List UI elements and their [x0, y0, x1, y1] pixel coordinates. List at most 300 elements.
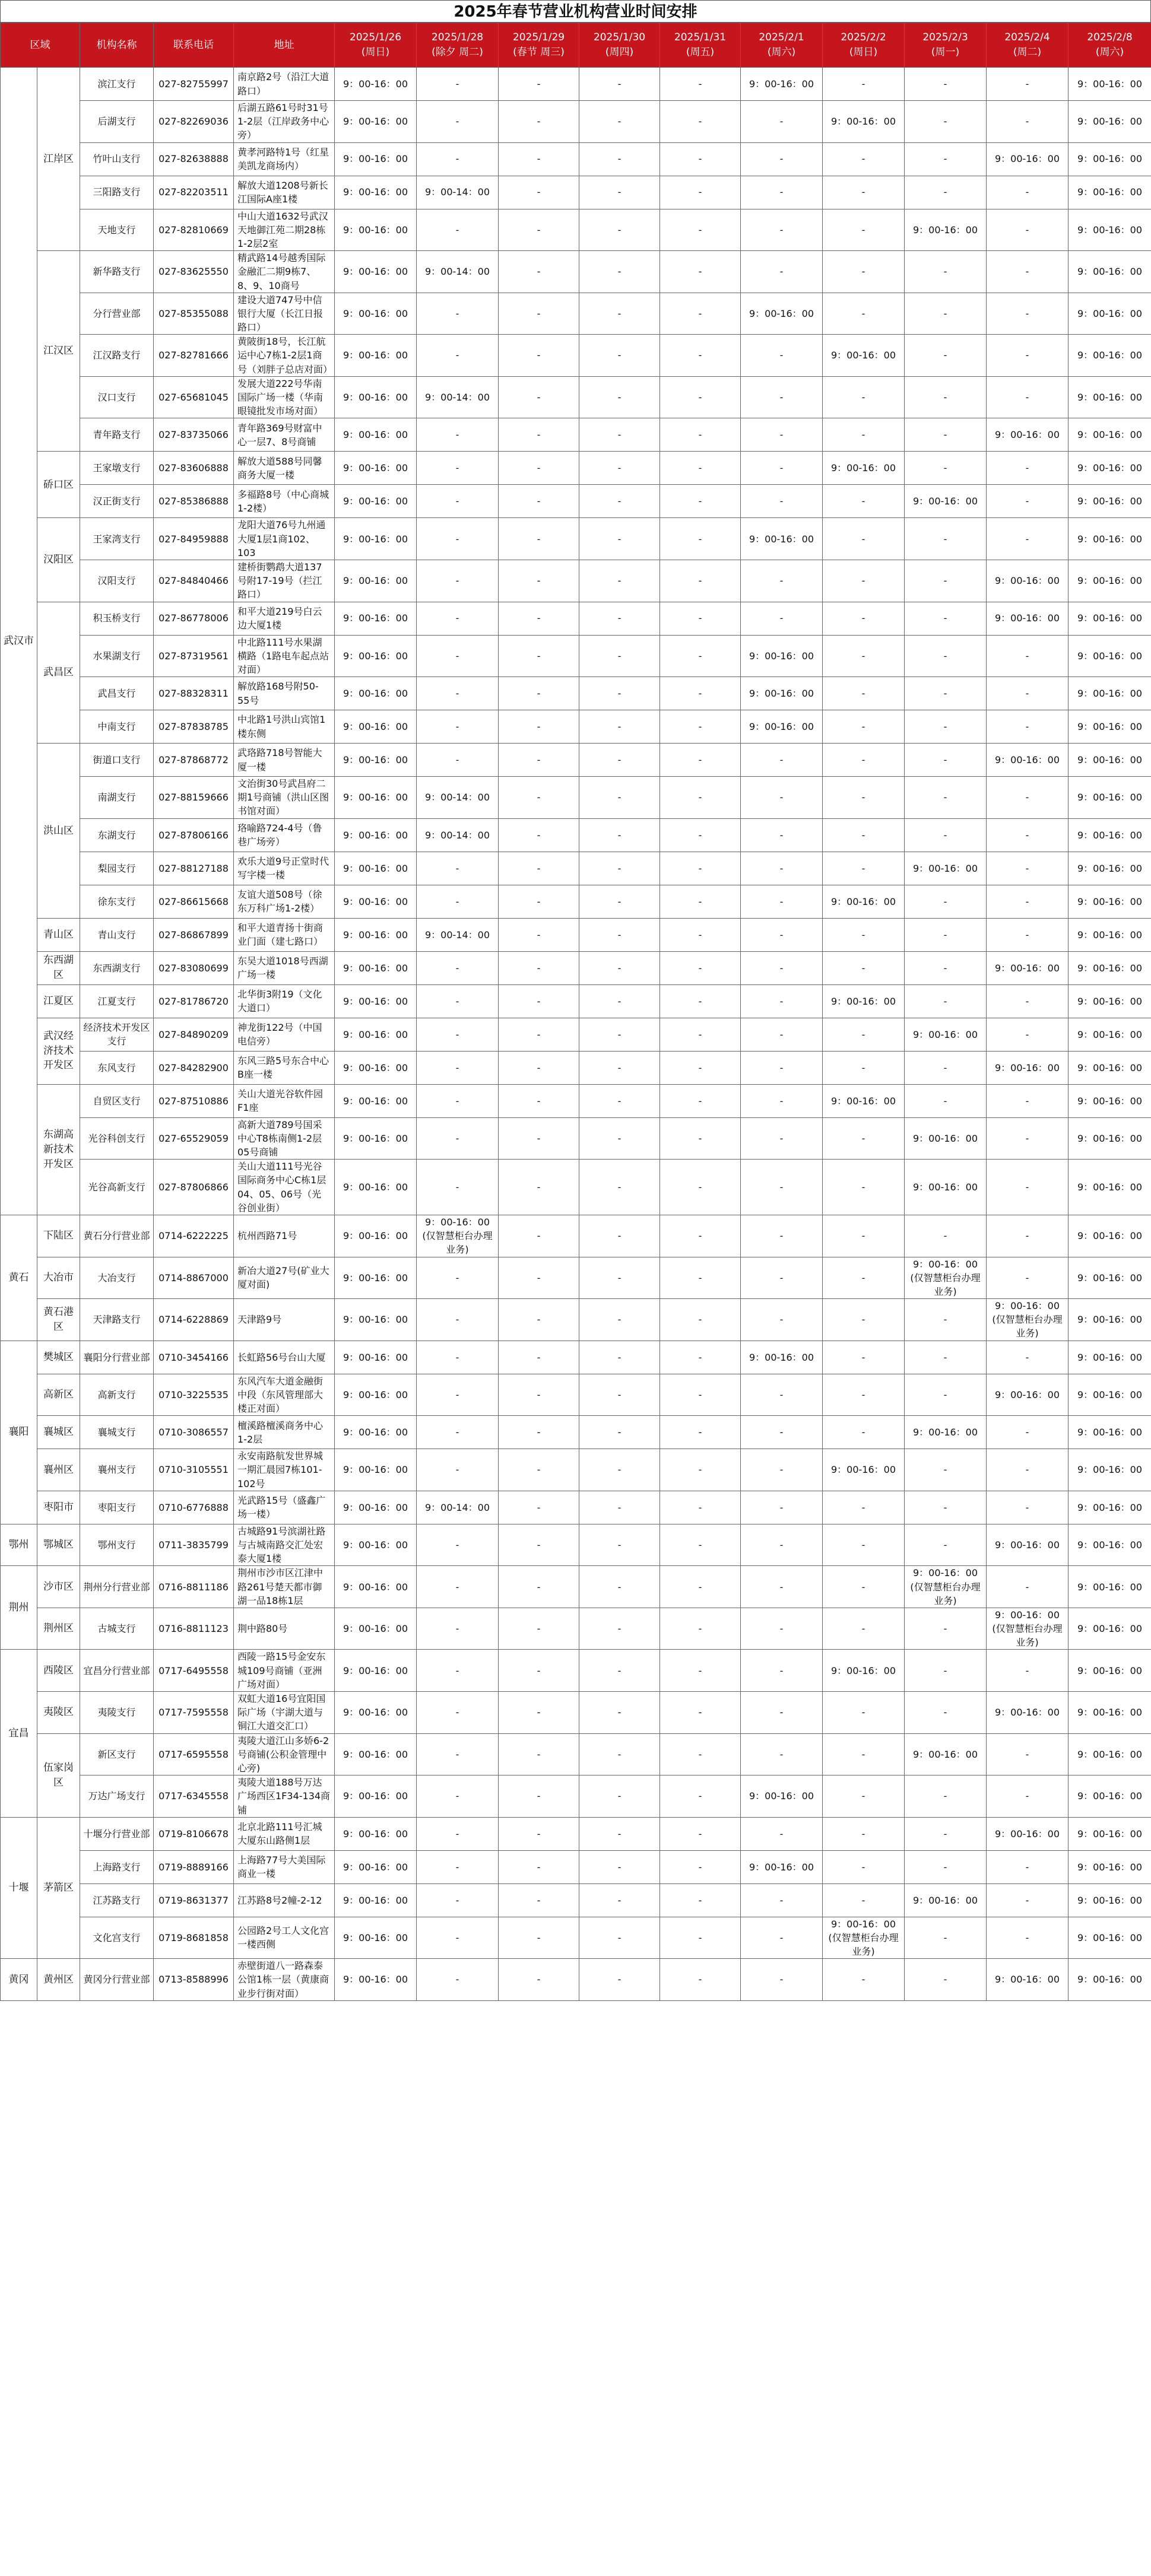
hours-cell-7: - [905, 452, 987, 485]
hours-cell-5: - [741, 176, 823, 209]
hours-cell-6: - [823, 209, 905, 251]
hours-cell-6: - [823, 1566, 905, 1608]
hours-cell-9: 9：00-16：00 [1068, 1084, 1151, 1117]
hours-cell-1: - [417, 1374, 499, 1416]
table-row [1, 951, 1151, 984]
hours-cell-6: - [823, 1416, 905, 1449]
hours-cell-8: 9：00-16：00 [987, 1692, 1068, 1734]
hours-cell-5: - [741, 485, 823, 518]
hours-cell-5: - [741, 1566, 823, 1608]
hours-cell-8: - [987, 1566, 1068, 1608]
hours-cell-0: 9：00-16：00 [335, 1959, 417, 2001]
phone-cell: 0716-8811123 [154, 1608, 234, 1650]
branch-name-cell: 文化宫支行 [80, 1917, 154, 1959]
hours-cell-2: - [499, 852, 579, 885]
hours-cell-9: 9：00-16：00 [1068, 1692, 1151, 1734]
hours-cell-6: 9：00-16：00 [823, 1449, 905, 1491]
address-cell: 新冶大道27号(矿业大厦对面) [234, 1257, 335, 1299]
hours-cell-7: - [905, 1692, 987, 1734]
hours-cell-0: 9：00-16：00 [335, 852, 417, 885]
hours-cell-9: 9：00-16：00 [1068, 335, 1151, 377]
hours-cell-0: 9：00-16：00 [335, 951, 417, 984]
branch-name-cell: 积玉桥支行 [80, 602, 154, 635]
hours-cell-4: - [660, 1160, 741, 1215]
hours-cell-4: - [660, 1733, 741, 1775]
hours-cell-9: 9：00-16：00 [1068, 1817, 1151, 1850]
hours-cell-4: - [660, 485, 741, 518]
header-date-2: 2025/1/29 (春节 周三) [499, 23, 579, 68]
district-cell: 江夏区 [37, 984, 80, 1018]
hours-cell-6: - [823, 710, 905, 744]
address-cell: 公园路2号工人文化宫一楼西侧 [234, 1917, 335, 1959]
hours-cell-7: - [905, 885, 987, 918]
hours-cell-5: - [741, 142, 823, 176]
hours-cell-2: - [499, 984, 579, 1018]
hours-cell-9: 9：00-16：00 [1068, 1215, 1151, 1257]
hours-cell-6: - [823, 918, 905, 951]
table-row [1, 1341, 1151, 1374]
hours-cell-1: 9：00-14：00 [417, 818, 499, 852]
hours-cell-8: - [987, 376, 1068, 418]
hours-cell-8: - [987, 1883, 1068, 1917]
hours-cell-7: - [905, 1650, 987, 1692]
phone-cell: 027-87510886 [154, 1084, 234, 1117]
hours-cell-0: 9：00-16：00 [335, 1608, 417, 1650]
branch-name-cell: 万达广场支行 [80, 1775, 154, 1818]
hours-cell-1: - [417, 1160, 499, 1215]
hours-cell-0: 9：00-16：00 [335, 1692, 417, 1734]
branch-name-cell: 王家墩支行 [80, 452, 154, 485]
hours-cell-3: - [579, 852, 660, 885]
address-cell: 和平大道青扬十街商业门面（建七路口） [234, 918, 335, 951]
hours-cell-6: - [823, 1257, 905, 1299]
hours-cell-0: 9：00-16：00 [335, 293, 417, 335]
hours-cell-0: 9：00-16：00 [335, 209, 417, 251]
hours-cell-4: - [660, 777, 741, 819]
hours-cell-3: - [579, 1084, 660, 1117]
hours-cell-6: 9：00-16：00 [823, 885, 905, 918]
phone-cell: 027-84840466 [154, 560, 234, 602]
hours-cell-4: - [660, 710, 741, 744]
hours-cell-2: - [499, 1692, 579, 1734]
hours-cell-3: - [579, 1491, 660, 1524]
hours-cell-7: - [905, 1817, 987, 1850]
hours-cell-2: - [499, 1817, 579, 1850]
phone-cell: 027-86867899 [154, 918, 234, 951]
hours-cell-4: - [660, 951, 741, 984]
hours-cell-5: - [741, 1084, 823, 1117]
hours-cell-0: 9：00-16：00 [335, 744, 417, 777]
district-cell: 襄州区 [37, 1449, 80, 1491]
hours-cell-5: - [741, 1117, 823, 1160]
hours-cell-7: - [905, 602, 987, 635]
hours-cell-9: 9：00-16：00 [1068, 1733, 1151, 1775]
hours-cell-4: - [660, 452, 741, 485]
hours-cell-2: - [499, 744, 579, 777]
address-cell: 解放大道1208号新长江国际A座1楼 [234, 176, 335, 209]
hours-cell-1: - [417, 1650, 499, 1692]
hours-cell-7: - [905, 376, 987, 418]
hours-cell-3: - [579, 1917, 660, 1959]
branch-name-cell: 天津路支行 [80, 1299, 154, 1341]
hours-cell-3: - [579, 1051, 660, 1084]
hours-cell-4: - [660, 518, 741, 560]
address-cell: 北京北路111号汇城大厦东山路侧1层 [234, 1817, 335, 1850]
hours-cell-8: - [987, 293, 1068, 335]
branch-name-cell: 襄城支行 [80, 1416, 154, 1449]
hours-cell-3: - [579, 1215, 660, 1257]
hours-cell-4: - [660, 1650, 741, 1692]
hours-cell-3: - [579, 744, 660, 777]
hours-cell-9: 9：00-16：00 [1068, 1416, 1151, 1449]
hours-cell-1: 9：00-14：00 [417, 918, 499, 951]
hours-cell-4: - [660, 1257, 741, 1299]
address-cell: 后湖五路61号时31号1-2层（江岸政务中心旁） [234, 101, 335, 143]
hours-cell-7: - [905, 818, 987, 852]
hours-cell-8: - [987, 1733, 1068, 1775]
hours-cell-2: - [499, 1491, 579, 1524]
hours-cell-8: - [987, 1341, 1068, 1374]
hours-cell-7: - [905, 293, 987, 335]
hours-cell-3: - [579, 1374, 660, 1416]
address-cell: 建桥街鹦鹉大道137号附17-19号（拦江路口） [234, 560, 335, 602]
branch-name-cell: 江汉路支行 [80, 335, 154, 377]
header-date-7: 2025/2/3 (周一) [905, 23, 987, 68]
hours-cell-2: - [499, 1416, 579, 1449]
phone-cell: 027-82638888 [154, 142, 234, 176]
hours-cell-5: - [741, 251, 823, 293]
hours-cell-1: 9：00-14：00 [417, 176, 499, 209]
hours-cell-9: 9：00-16：00 [1068, 1018, 1151, 1051]
hours-cell-5: - [741, 1917, 823, 1959]
branch-name-cell: 大冶支行 [80, 1257, 154, 1299]
hours-cell-9: 9：00-16：00 [1068, 1883, 1151, 1917]
hours-cell-3: - [579, 1117, 660, 1160]
hours-cell-2: - [499, 452, 579, 485]
city-cell: 鄂州 [1, 1524, 37, 1566]
branch-name-cell: 王家湾支行 [80, 518, 154, 560]
hours-cell-6: - [823, 1775, 905, 1818]
hours-cell-2: - [499, 142, 579, 176]
branch-name-cell: 汉口支行 [80, 376, 154, 418]
phone-cell: 027-85355088 [154, 293, 234, 335]
page-title: 2025年春节营业机构营业时间安排 [0, 0, 1151, 23]
hours-cell-1: 9：00-14：00 [417, 376, 499, 418]
hours-cell-2: - [499, 710, 579, 744]
table-row [1, 485, 1151, 518]
address-cell: 中山大道1632号武汉天地御江苑二期28栋1-2层2室 [234, 209, 335, 251]
hours-cell-0: 9：00-16：00 [335, 1775, 417, 1818]
hours-cell-7: - [905, 560, 987, 602]
hours-cell-3: - [579, 293, 660, 335]
hours-cell-3: - [579, 335, 660, 377]
hours-cell-5: - [741, 1299, 823, 1341]
hours-cell-6: - [823, 518, 905, 560]
address-cell: 黄孝河路特1号（红星美凯龙商场内） [234, 142, 335, 176]
table-header [1, 23, 1151, 68]
hours-cell-1: - [417, 635, 499, 677]
hours-cell-9: 9：00-16：00 [1068, 1449, 1151, 1491]
hours-cell-6: - [823, 1524, 905, 1566]
hours-cell-0: 9：00-16：00 [335, 1341, 417, 1374]
address-cell: 荆州市沙市区江津中路261号楚天都市御湖一品18栋1层 [234, 1566, 335, 1608]
phone-cell: 0710-6776888 [154, 1491, 234, 1524]
hours-cell-4: - [660, 1018, 741, 1051]
hours-cell-4: - [660, 1775, 741, 1818]
hours-cell-5: - [741, 1215, 823, 1257]
table-row [1, 1374, 1151, 1416]
hours-cell-4: - [660, 376, 741, 418]
hours-cell-2: - [499, 1524, 579, 1566]
hours-cell-1: - [417, 1416, 499, 1449]
branch-name-cell: 光谷科创支行 [80, 1117, 154, 1160]
phone-cell: 0717-6595558 [154, 1733, 234, 1775]
hours-cell-8: 9：00-16：00 [987, 951, 1068, 984]
hours-cell-6: - [823, 176, 905, 209]
table-row [1, 1084, 1151, 1117]
branch-name-cell: 宜昌分行营业部 [80, 1650, 154, 1692]
hours-cell-9: 9：00-16：00 [1068, 142, 1151, 176]
hours-cell-8: 9：00-16：00 [987, 560, 1068, 602]
hours-cell-8: 9：00-16：00 [987, 1959, 1068, 2001]
hours-cell-9: 9：00-16：00 [1068, 1959, 1151, 2001]
branch-name-cell: 上海路支行 [80, 1850, 154, 1883]
hours-cell-3: - [579, 984, 660, 1018]
hours-cell-9: 9：00-16：00 [1068, 1374, 1151, 1416]
hours-cell-1: - [417, 1733, 499, 1775]
hours-cell-3: - [579, 1650, 660, 1692]
phone-cell: 027-87806866 [154, 1160, 234, 1215]
hours-cell-2: - [499, 1084, 579, 1117]
hours-cell-5: - [741, 885, 823, 918]
hours-cell-8: 9：00-16：00 [987, 142, 1068, 176]
hours-cell-9: 9：00-16：00 [1068, 744, 1151, 777]
hours-cell-5: 9：00-16：00 [741, 635, 823, 677]
district-cell: 茅箭区 [37, 1817, 80, 1959]
hours-cell-2: - [499, 1650, 579, 1692]
hours-cell-3: - [579, 1817, 660, 1850]
hours-cell-5: - [741, 452, 823, 485]
phone-cell: 027-65529059 [154, 1117, 234, 1160]
hours-cell-3: - [579, 1692, 660, 1734]
hours-cell-6: - [823, 485, 905, 518]
address-cell: 青年路369号财富中心一层7、8号商铺 [234, 418, 335, 452]
hours-cell-7: - [905, 918, 987, 951]
district-cell: 荆州区 [37, 1608, 80, 1650]
hours-cell-0: 9：00-16：00 [335, 142, 417, 176]
hours-cell-0: 9：00-16：00 [335, 602, 417, 635]
hours-cell-6: - [823, 1051, 905, 1084]
hours-cell-0: 9：00-16：00 [335, 101, 417, 143]
hours-cell-6: - [823, 777, 905, 819]
phone-cell: 027-86615668 [154, 885, 234, 918]
hours-cell-2: - [499, 677, 579, 710]
hours-cell-7: - [905, 635, 987, 677]
table-row [1, 1850, 1151, 1883]
hours-cell-0: 9：00-16：00 [335, 710, 417, 744]
phone-cell: 027-82810669 [154, 209, 234, 251]
hours-cell-7: - [905, 984, 987, 1018]
hours-cell-0: 9：00-16：00 [335, 1917, 417, 1959]
hours-cell-6: - [823, 635, 905, 677]
hours-cell-0: 9：00-16：00 [335, 418, 417, 452]
hours-cell-8: - [987, 1491, 1068, 1524]
hours-cell-5: - [741, 1374, 823, 1416]
district-cell: 沙市区 [37, 1566, 80, 1608]
hours-cell-6: - [823, 852, 905, 885]
address-cell: 永安南路航发世界城一期汇晨园7栋101-102号 [234, 1449, 335, 1491]
table-row [1, 677, 1151, 710]
schedule-table [0, 23, 1151, 2001]
table-row [1, 1051, 1151, 1084]
hours-cell-4: - [660, 1299, 741, 1341]
hours-cell-9: 9：00-16：00 [1068, 101, 1151, 143]
hours-cell-2: - [499, 951, 579, 984]
hours-cell-7: - [905, 1051, 987, 1084]
hours-cell-7: - [905, 1850, 987, 1883]
branch-name-cell: 枣阳支行 [80, 1491, 154, 1524]
hours-cell-5: - [741, 376, 823, 418]
hours-cell-9: 9：00-16：00 [1068, 1257, 1151, 1299]
hours-cell-2: - [499, 1959, 579, 2001]
hours-cell-5: - [741, 335, 823, 377]
phone-cell: 027-82755997 [154, 68, 234, 101]
hours-cell-3: - [579, 1775, 660, 1818]
table-row [1, 1416, 1151, 1449]
hours-cell-2: - [499, 635, 579, 677]
city-cell: 武汉市 [1, 68, 37, 1215]
hours-cell-2: - [499, 777, 579, 819]
branch-name-cell: 夷陵支行 [80, 1692, 154, 1734]
phone-cell: 0716-8811186 [154, 1566, 234, 1608]
hours-cell-8: - [987, 101, 1068, 143]
table-row [1, 376, 1151, 418]
table-row [1, 335, 1151, 377]
table-row [1, 1959, 1151, 2001]
hours-cell-1: - [417, 1449, 499, 1491]
branch-name-cell: 新区支行 [80, 1733, 154, 1775]
hours-cell-2: - [499, 1341, 579, 1374]
hours-cell-1: - [417, 293, 499, 335]
city-cell: 十堰 [1, 1817, 37, 1959]
hours-cell-6: - [823, 1959, 905, 2001]
hours-cell-0: 9：00-16：00 [335, 518, 417, 560]
hours-cell-2: - [499, 918, 579, 951]
hours-cell-3: - [579, 1257, 660, 1299]
hours-cell-7: - [905, 1449, 987, 1491]
hours-cell-4: - [660, 418, 741, 452]
hours-cell-1: - [417, 852, 499, 885]
hours-cell-7: 9：00-16：00 (仅智慧柜台办理业务) [905, 1566, 987, 1608]
city-cell: 宜昌 [1, 1650, 37, 1817]
hours-cell-4: - [660, 885, 741, 918]
hours-cell-6: 9：00-16：00 [823, 1084, 905, 1117]
hours-cell-0: 9：00-16：00 [335, 984, 417, 1018]
hours-cell-7: 9：00-16：00 [905, 1883, 987, 1917]
hours-cell-3: - [579, 951, 660, 984]
hours-cell-6: - [823, 1491, 905, 1524]
hours-cell-1: 9：00-14：00 [417, 1491, 499, 1524]
hours-cell-1: - [417, 602, 499, 635]
hours-cell-1: - [417, 335, 499, 377]
hours-cell-1: - [417, 1257, 499, 1299]
hours-cell-6: - [823, 1883, 905, 1917]
hours-cell-6: - [823, 1692, 905, 1734]
hours-cell-8: - [987, 485, 1068, 518]
hours-cell-0: 9：00-16：00 [335, 1160, 417, 1215]
branch-name-cell: 黄冈分行营业部 [80, 1959, 154, 2001]
hours-cell-9: 9：00-16：00 [1068, 1491, 1151, 1524]
hours-cell-6: - [823, 1817, 905, 1850]
hours-cell-9: 9：00-16：00 [1068, 68, 1151, 101]
table-row [1, 1299, 1151, 1341]
hours-cell-9: 9：00-16：00 [1068, 518, 1151, 560]
hours-cell-7: - [905, 418, 987, 452]
hours-cell-6: - [823, 677, 905, 710]
hours-cell-0: 9：00-16：00 [335, 677, 417, 710]
hours-cell-2: - [499, 335, 579, 377]
hours-cell-4: - [660, 293, 741, 335]
hours-cell-3: - [579, 885, 660, 918]
hours-cell-9: 9：00-16：00 [1068, 209, 1151, 251]
hours-cell-5: - [741, 951, 823, 984]
hours-cell-9: 9：00-16：00 [1068, 984, 1151, 1018]
hours-cell-2: - [499, 1257, 579, 1299]
hours-cell-7: 9：00-16：00 [905, 1733, 987, 1775]
hours-cell-2: - [499, 1051, 579, 1084]
hours-cell-2: - [499, 1608, 579, 1650]
branch-name-cell: 竹叶山支行 [80, 142, 154, 176]
district-cell: 硚口区 [37, 452, 80, 518]
phone-cell: 027-82269036 [154, 101, 234, 143]
hours-cell-0: 9：00-16：00 [335, 1299, 417, 1341]
hours-cell-5: - [741, 1692, 823, 1734]
hours-cell-9: 9：00-16：00 [1068, 452, 1151, 485]
hours-cell-8: - [987, 1018, 1068, 1051]
header-address: 地址 [234, 23, 335, 68]
branch-name-cell: 江夏支行 [80, 984, 154, 1018]
hours-cell-6: - [823, 142, 905, 176]
hours-cell-4: - [660, 1566, 741, 1608]
branch-name-cell: 黄石分行营业部 [80, 1215, 154, 1257]
branch-name-cell: 天地支行 [80, 209, 154, 251]
hours-cell-7: - [905, 1341, 987, 1374]
hours-cell-1: - [417, 142, 499, 176]
hours-cell-6: - [823, 560, 905, 602]
table-row [1, 852, 1151, 885]
hours-cell-8: - [987, 1257, 1068, 1299]
hours-cell-4: - [660, 818, 741, 852]
hours-cell-0: 9：00-16：00 [335, 485, 417, 518]
hours-cell-5: - [741, 1257, 823, 1299]
address-cell: 东风三路5号东合中心B座一楼 [234, 1051, 335, 1084]
hours-cell-2: - [499, 1775, 579, 1818]
address-cell: 解放大道588号同馨商务大厦一楼 [234, 452, 335, 485]
hours-cell-6: - [823, 376, 905, 418]
hours-cell-7: - [905, 1608, 987, 1650]
hours-cell-1: - [417, 418, 499, 452]
hours-cell-8: - [987, 710, 1068, 744]
hours-cell-7: - [905, 1491, 987, 1524]
hours-cell-6: - [823, 1374, 905, 1416]
branch-name-cell: 徐东支行 [80, 885, 154, 918]
hours-cell-3: - [579, 452, 660, 485]
hours-cell-1: - [417, 885, 499, 918]
address-cell: 精武路14号越秀国际金融汇二期9栋7、8、9、10商号 [234, 251, 335, 293]
hours-cell-7: - [905, 1374, 987, 1416]
hours-cell-6: - [823, 1608, 905, 1650]
hours-cell-5: - [741, 1817, 823, 1850]
